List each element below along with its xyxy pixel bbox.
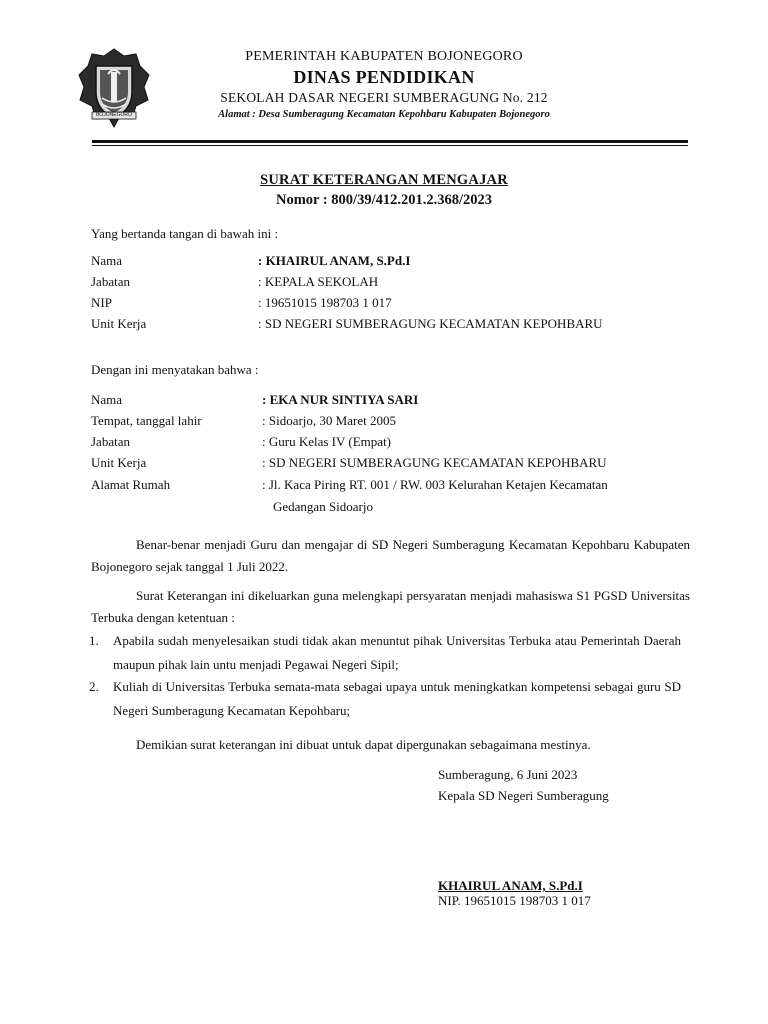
logo-banner-text: BOJONEGORO (96, 112, 132, 118)
subject-unit-value: : SD NEGERI SUMBERAGUNG KECAMATAN KEPOHBARU (262, 455, 607, 470)
signer-nip-label: NIP (91, 295, 112, 310)
subject-unit-label: Unit Kerja (91, 455, 147, 470)
signer-position-value: : KEPALA SEKOLAH (258, 274, 379, 289)
subject-address-label: Alamat Rumah (91, 477, 171, 492)
condition-item (91, 675, 681, 723)
signer-nip-value: : 19651015 198703 1 017 (258, 295, 392, 310)
signer-name-label: Nama (91, 253, 123, 268)
subject-position-value: : Guru Kelas IV (Empat) (262, 434, 392, 449)
signer-name-value: : KHAIRUL ANAM, S.Pd.I (258, 253, 411, 268)
condition-text: Kuliah di Universitas Terbuka semata-mata sebagai upaya untuk meningkatkan kompetensi sebagai guru SD Negeri Sumberagung Kecamatan Kepohbaru; (113, 679, 681, 718)
statement-text: Dengan ini menyatakan bahwa : (91, 362, 259, 377)
subject-position-label: Jabatan (91, 434, 130, 449)
document-title: SURAT KETERANGAN MENGAJAR (260, 172, 508, 188)
subject-name-value: : EKA NUR SINTIYA SARI (262, 392, 419, 407)
intro-text: Yang bertanda tangan di bawah ini : (91, 226, 279, 241)
signature-name: KHAIRUL ANAM, S.Pd.I (438, 878, 583, 893)
condition-text: Apabila sudah menyelesaikan studi tidak akan menuntut pihak Universitas Terbuka atau Pemerintah Daerah maupun pihak lain untu menjadi Pegawai Negeri Sipil; (113, 633, 681, 672)
subject-birth-label: Tempat, tanggal lahir (91, 413, 202, 428)
letterhead-agency: DINAS PENDIDIKAN (293, 67, 475, 87)
signature-position: Kepala SD Negeri Sumberagung (438, 788, 609, 803)
document-number: Nomor : 800/39/412.201.2.368/2023 (275, 192, 492, 208)
signature-place-date: Sumberagung, 6 Juni 2023 (438, 767, 578, 782)
condition-number: 1. (89, 633, 99, 648)
condition-item (91, 629, 681, 677)
letterhead-address: Alamat : Desa Sumberagung Kecamatan Kepohbaru Kabupaten Bojonegoro (218, 109, 550, 120)
signer-unit-value: : SD NEGERI SUMBERAGUNG KECAMATAN KEPOHBARU (258, 316, 603, 331)
subject-address-continued: Gedangan Sidoarjo (273, 499, 374, 514)
closing-text: Demikian surat keterangan ini dibuat untuk dapat dipergunakan sebagaimana mestinya. (136, 737, 591, 752)
body-paragraph-1: Benar-benar menjadi Guru dan mengajar di SD Negeri Sumberagung Kecamatan Kepohbaru Kabupaten Bojonegoro sejak tanggal 1 Juli 2022. (91, 537, 690, 574)
signer-unit-label: Unit Kerja (91, 316, 147, 331)
subject-address-value: : Jl. Kaca Piring RT. 001 / RW. 003 Kelurahan Ketajen Kecamatan (262, 477, 608, 492)
letterhead-rule-thin (92, 145, 688, 146)
condition-number: 2. (89, 679, 99, 694)
signer-position-label: Jabatan (91, 274, 130, 289)
letterhead-rule-thick (92, 140, 688, 143)
subject-birth-value: : Sidoarjo, 30 Maret 2005 (262, 413, 396, 428)
body-paragraph-2: Surat Keterangan ini dikeluarkan guna melengkapi persyaratan menjadi mahasiswa S1 PGSD Universitas Terbuka dengan ketentuan : (91, 588, 690, 625)
letterhead-government: PEMERINTAH KABUPATEN BOJONEGORO (245, 49, 523, 64)
letterhead-school: SEKOLAH DASAR NEGERI SUMBERAGUNG No. 212 (220, 90, 548, 105)
signature-nip: NIP. 19651015 198703 1 017 (438, 893, 591, 908)
subject-name-label: Nama (91, 392, 123, 407)
